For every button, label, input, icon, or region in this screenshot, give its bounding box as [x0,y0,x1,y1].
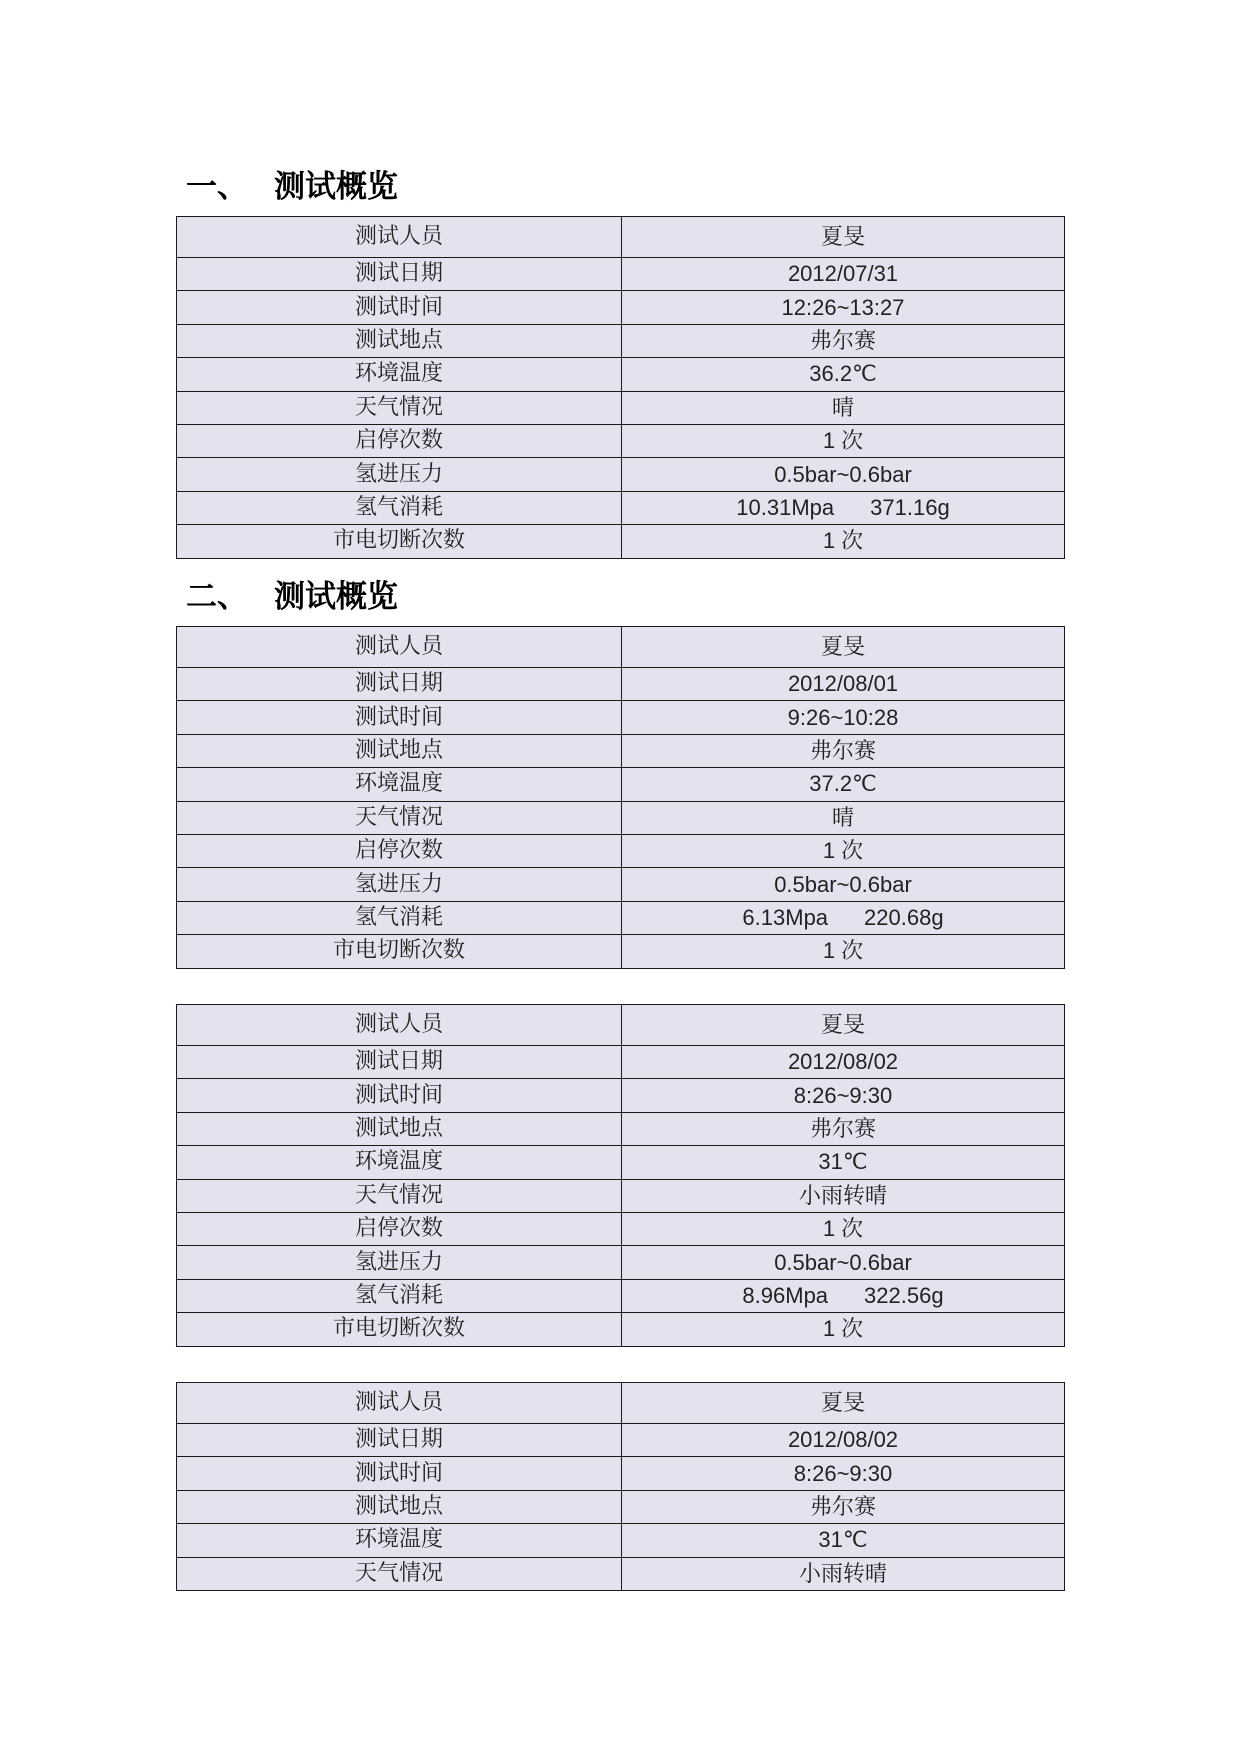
row-label: 测试人员 [177,627,622,668]
row-value: 弗尔赛 [622,1112,1065,1145]
row-value: 晴 [622,391,1065,424]
row-value: 1 次 [622,1212,1065,1245]
row-label: 市电切断次数 [177,935,622,968]
section-number: 二、 [186,578,248,615]
row-value: 1 次 [622,935,1065,968]
row-value: 8:26~9:30 [622,1457,1065,1490]
row-value: 12:26~13:27 [622,291,1065,324]
table-row [177,291,1065,324]
consumption-mass: 322.56g [864,1282,944,1308]
row-value: 小雨转晴 [622,1557,1065,1590]
table-row [177,1046,1065,1079]
row-label: 氢进压力 [177,458,622,491]
row-label: 启停次数 [177,424,622,457]
table-row [177,1212,1065,1245]
table-row [177,391,1065,424]
row-label: 测试日期 [177,668,622,701]
row-value [622,491,1065,524]
table-row [177,627,1065,668]
row-value: 0.5bar~0.6bar [622,868,1065,901]
row-label: 天气情况 [177,801,622,834]
row-label: 氢气消耗 [177,1279,622,1312]
table-row [177,1246,1065,1279]
row-label: 测试地点 [177,1112,622,1145]
table-row [177,1313,1065,1346]
row-value: 弗尔赛 [622,324,1065,357]
row-label: 天气情况 [177,1557,622,1590]
row-label: 市电切断次数 [177,525,622,558]
row-value: 0.5bar~0.6bar [622,1246,1065,1279]
row-value: 2012/07/31 [622,258,1065,291]
row-label: 测试人员 [177,217,622,258]
row-label: 氢进压力 [177,1246,622,1279]
row-label: 环境温度 [177,358,622,391]
row-value: 2012/08/01 [622,668,1065,701]
row-value [622,1279,1065,1312]
row-value: 1 次 [622,424,1065,457]
table-row [177,768,1065,801]
row-label: 天气情况 [177,391,622,424]
row-value: 0.5bar~0.6bar [622,458,1065,491]
table-row [177,1424,1065,1457]
consumption-pressure: 6.13Mpa [742,904,829,930]
test-summary-table-2 [176,626,1065,969]
table-row [177,458,1065,491]
row-value: 1 次 [622,525,1065,558]
row-value: 9:26~10:28 [622,701,1065,734]
table-row [177,801,1065,834]
table-row [177,525,1065,558]
row-value: 8:26~9:30 [622,1079,1065,1112]
consumption-mass: 220.68g [864,904,944,930]
row-label: 环境温度 [177,768,622,801]
table-row [177,868,1065,901]
test-summary-table-3 [176,1004,1065,1347]
table-row [177,834,1065,867]
table-row [177,701,1065,734]
row-label: 氢气消耗 [177,491,622,524]
row-label: 测试地点 [177,734,622,767]
table-row [177,935,1065,968]
row-value [622,901,1065,934]
row-label: 氢气消耗 [177,901,622,934]
row-label: 测试地点 [177,1490,622,1523]
row-value: 31℃ [622,1524,1065,1557]
section-title: 测试概览 [274,168,398,205]
table-row [177,1490,1065,1523]
row-label: 测试地点 [177,324,622,357]
row-label: 启停次数 [177,1212,622,1245]
row-label: 测试日期 [177,258,622,291]
test-summary-table-1 [176,216,1065,559]
table-row [177,1383,1065,1424]
row-value: 36.2℃ [622,358,1065,391]
row-value: 2012/08/02 [622,1424,1065,1457]
row-label: 氢进压力 [177,868,622,901]
row-value: 小雨转晴 [622,1179,1065,1212]
table-row [177,901,1065,934]
row-value: 夏旻 [622,627,1065,668]
row-label: 测试时间 [177,1079,622,1112]
table-row [177,424,1065,457]
table-row [177,668,1065,701]
row-value: 1 次 [622,1313,1065,1346]
row-value: 37.2℃ [622,768,1065,801]
table-row [177,491,1065,524]
row-value: 2012/08/02 [622,1046,1065,1079]
table-row [177,1112,1065,1145]
row-value: 晴 [622,801,1065,834]
row-value: 夏旻 [622,1005,1065,1046]
row-value: 弗尔赛 [622,1490,1065,1523]
section-heading-2 [186,570,398,616]
row-value: 夏旻 [622,1383,1065,1424]
section-title: 测试概览 [274,578,398,615]
table-row [177,358,1065,391]
row-label: 天气情况 [177,1179,622,1212]
table-row [177,258,1065,291]
row-label: 测试时间 [177,291,622,324]
table-row [177,324,1065,357]
row-label: 市电切断次数 [177,1313,622,1346]
table-row [177,1557,1065,1590]
row-label: 环境温度 [177,1146,622,1179]
row-label: 测试人员 [177,1383,622,1424]
table-row [177,1079,1065,1112]
row-label: 测试日期 [177,1046,622,1079]
row-label: 测试人员 [177,1005,622,1046]
table-row [177,1524,1065,1557]
test-summary-table-4 [176,1382,1065,1591]
table-row [177,1279,1065,1312]
table-row [177,217,1065,258]
table-row [177,1457,1065,1490]
section-number: 一、 [186,168,248,205]
table-row [177,1179,1065,1212]
row-label: 测试日期 [177,1424,622,1457]
row-label: 环境温度 [177,1524,622,1557]
consumption-pressure: 10.31Mpa [736,494,835,520]
row-value: 1 次 [622,834,1065,867]
table-row [177,1146,1065,1179]
row-label: 启停次数 [177,834,622,867]
table-row [177,1005,1065,1046]
row-label: 测试时间 [177,701,622,734]
row-value: 夏旻 [622,217,1065,258]
row-value: 弗尔赛 [622,734,1065,767]
section-heading-1 [186,160,398,206]
row-value: 31℃ [622,1146,1065,1179]
table-row [177,734,1065,767]
row-label: 测试时间 [177,1457,622,1490]
consumption-mass: 371.16g [870,494,950,520]
consumption-pressure: 8.96Mpa [742,1282,829,1308]
